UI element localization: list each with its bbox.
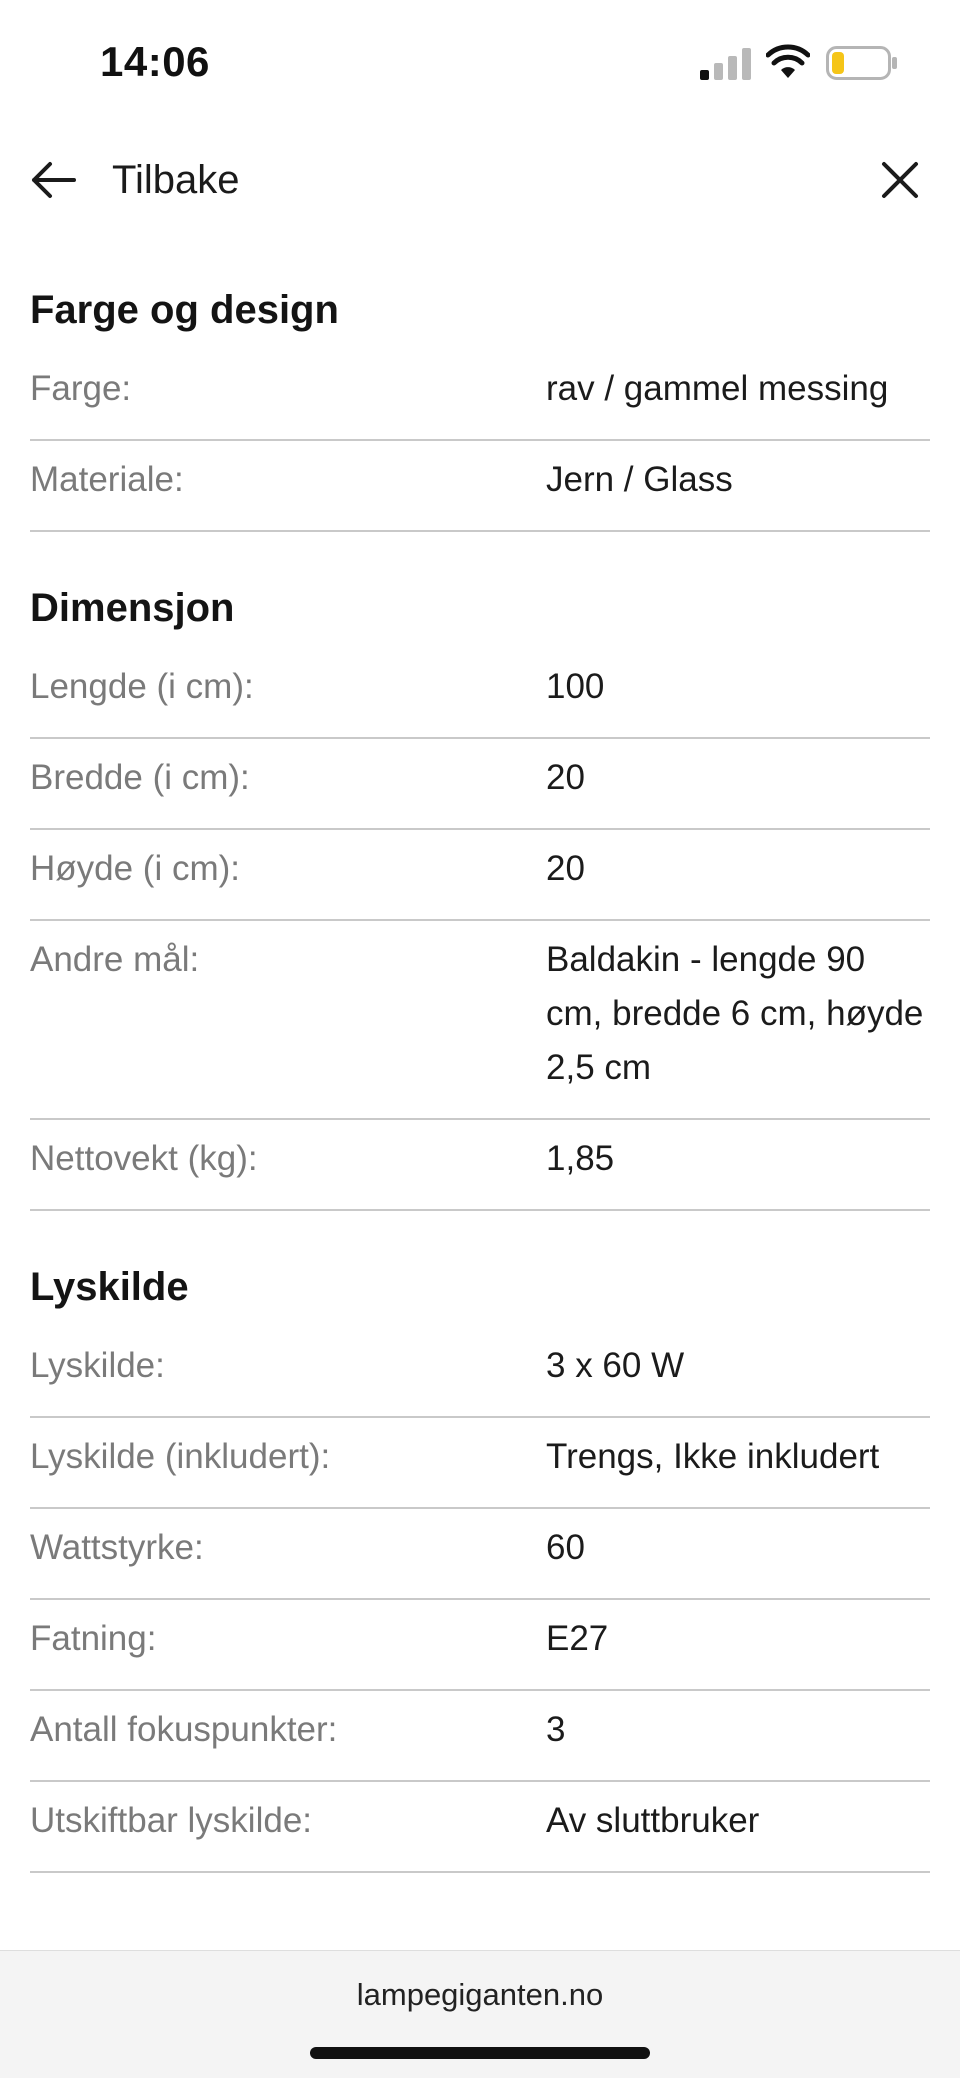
browser-bottom-bar <box>0 1950 960 2078</box>
spec-row <box>30 1327 930 1418</box>
spec-value: rav / gammel messing <box>546 369 889 408</box>
section-title: Lyskilde <box>30 1265 189 1309</box>
back-arrow-icon <box>30 160 76 200</box>
spec-row <box>30 1600 930 1691</box>
spec-label: Andre mål: <box>30 940 200 979</box>
home-indicator[interactable] <box>310 2047 650 2059</box>
spec-label: Materiale: <box>30 460 184 499</box>
spec-label: Bredde (i cm): <box>30 758 250 797</box>
signal-icon <box>700 48 752 80</box>
spec-row <box>30 350 930 441</box>
section-title: Farge og design <box>30 288 339 332</box>
section-dimensjon <box>30 568 930 1211</box>
status-time: 14:06 <box>100 38 210 85</box>
status-bar <box>0 0 960 120</box>
address-bar-domain[interactable]: lampegiganten.no <box>356 1977 604 2012</box>
spec-label: Lyskilde (inkludert): <box>30 1437 331 1476</box>
spec-row <box>30 921 930 1120</box>
battery-icon <box>826 46 898 80</box>
back-label: Tilbake <box>112 157 240 202</box>
spec-value: Av sluttbruker <box>546 1801 760 1840</box>
spec-row <box>30 441 930 532</box>
nav-header <box>0 140 960 220</box>
spec-label: Wattstyrke: <box>30 1528 204 1567</box>
section-title: Dimensjon <box>30 586 235 630</box>
spec-value: Jern / Glass <box>546 460 733 499</box>
spec-row <box>30 1418 930 1509</box>
spec-content <box>30 270 930 1873</box>
section-lyskilde <box>30 1247 930 1873</box>
spec-value: 1,85 <box>546 1139 615 1178</box>
spec-row <box>30 739 930 830</box>
spec-row <box>30 830 930 921</box>
spec-value: 3 <box>546 1710 566 1749</box>
spec-value: E27 <box>546 1619 609 1658</box>
spec-label: Farge: <box>30 369 132 408</box>
spec-row <box>30 1509 930 1600</box>
spec-value: 20 <box>546 758 585 797</box>
spec-value: 3 x 60 W <box>546 1346 685 1385</box>
spec-row <box>30 1120 930 1211</box>
spec-value: 60 <box>546 1528 585 1567</box>
spec-label: Utskiftbar lyskilde: <box>30 1801 313 1840</box>
wifi-icon <box>766 44 810 80</box>
spec-row <box>30 648 930 739</box>
back-button[interactable] <box>30 140 239 220</box>
spec-row <box>30 1691 930 1782</box>
spec-value: 20 <box>546 849 585 888</box>
spec-label: Høyde (i cm): <box>30 849 240 888</box>
close-icon[interactable] <box>876 156 924 204</box>
spec-label: Antall fokuspunkter: <box>30 1710 338 1749</box>
spec-value: 100 <box>546 667 605 706</box>
spec-value: Trengs, Ikke inkludert <box>546 1437 880 1476</box>
spec-row <box>30 1782 930 1873</box>
spec-label: Fatning: <box>30 1619 157 1658</box>
spec-value: Baldakin - lengde 90 cm, bredde 6 cm, høyde 2,5 cm <box>546 940 924 1087</box>
section-farge-og-design <box>30 270 930 532</box>
spec-label: Nettovekt (kg): <box>30 1139 258 1178</box>
spec-label: Lengde (i cm): <box>30 667 254 706</box>
spec-label: Lyskilde: <box>30 1346 165 1385</box>
